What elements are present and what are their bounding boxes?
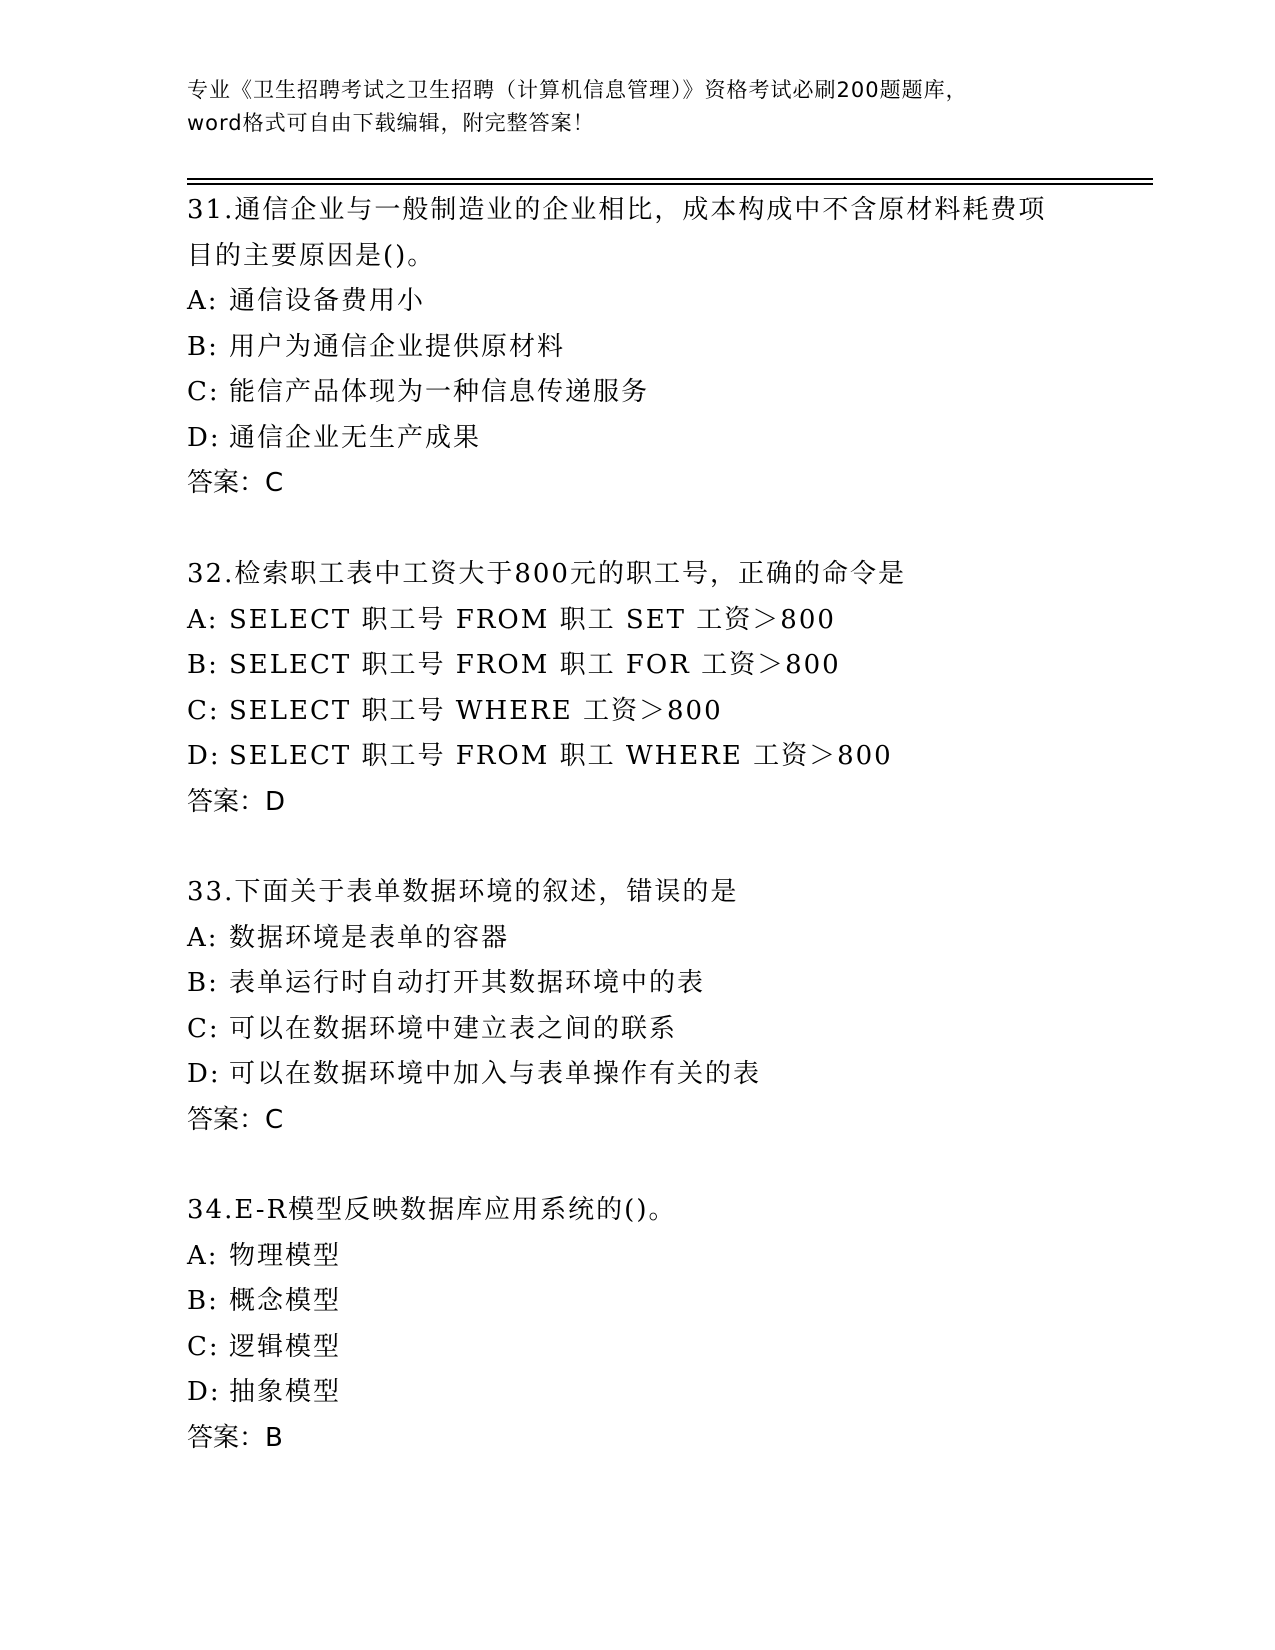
option-text: 通信设备费用小	[229, 286, 426, 316]
option-letter: A:	[187, 604, 219, 635]
option-c	[187, 1325, 1107, 1371]
option-letter: C:	[187, 695, 220, 726]
option-text: 抽象模型	[229, 1377, 342, 1407]
header-divider-bottom	[187, 183, 1153, 185]
header-title-line-1: 专业《卫生招聘考试之卫生招聘（计算机信息管理）》资格考试必刷200题题库，	[187, 78, 968, 102]
option-letter: C:	[187, 1331, 220, 1362]
option-a	[187, 598, 1107, 644]
option-a	[187, 279, 1107, 325]
option-d	[187, 1052, 1107, 1098]
option-d	[187, 734, 1107, 780]
option-text: 概念模型	[229, 1286, 342, 1316]
document-header	[187, 74, 1087, 140]
answer-label: 答案：B	[187, 1422, 283, 1453]
option-letter: D:	[187, 422, 221, 453]
answer-label: 答案：C	[187, 468, 284, 498]
option-a	[187, 916, 1107, 962]
option-b	[187, 961, 1107, 1007]
question-stem: 34.E-R模型反映数据库应用系统的()。	[187, 1195, 677, 1225]
option-text: 物理模型	[229, 1240, 342, 1271]
option-text: 数据环境是表单的容器	[229, 922, 510, 953]
option-letter: A:	[187, 922, 219, 953]
question-stem: 33.下面关于表单数据环境的叙述，错误的是	[187, 877, 739, 907]
option-d	[187, 416, 1107, 462]
option-text: 通信企业无生产成果	[229, 422, 482, 453]
option-text: 用户为通信企业提供原材料	[229, 331, 566, 362]
option-letter: D:	[187, 1377, 221, 1407]
question-31	[187, 188, 1107, 507]
option-text: SELECT 职工号 FROM 职工 SET 工资＞800	[229, 604, 836, 635]
option-letter: C:	[187, 1013, 220, 1044]
answer-label: 答案：C	[187, 1104, 284, 1135]
option-letter: D:	[187, 1059, 221, 1089]
option-text: 逻辑模型	[229, 1331, 342, 1362]
option-letter: B:	[187, 1286, 219, 1316]
header-divider-top	[187, 178, 1153, 180]
option-letter: B:	[187, 968, 219, 998]
option-text: 可以在数据环境中加入与表单操作有关的表	[229, 1059, 762, 1089]
option-b	[187, 325, 1107, 371]
option-text: SELECT 职工号 FROM 职工 WHERE 工资＞800	[229, 741, 893, 771]
option-text: 能信产品体现为一种信息传递服务	[229, 377, 650, 407]
option-d	[187, 1370, 1107, 1416]
option-c	[187, 1007, 1107, 1053]
option-letter: A:	[187, 1240, 219, 1271]
option-letter: A:	[187, 286, 219, 316]
answer-label: 答案：D	[187, 786, 286, 817]
option-letter: D:	[187, 741, 221, 771]
option-text: SELECT 职工号 FROM 职工 FOR 工资＞800	[229, 650, 841, 680]
question-stem: 32.检索职工表中工资大于800元的职工号，正确的命令是	[187, 559, 906, 589]
question-stem: 31.通信企业与一般制造业的企业相比，成本构成中不含原材料耗费项	[187, 195, 1047, 225]
question-34	[187, 1188, 1107, 1461]
option-c	[187, 370, 1107, 416]
option-text: 表单运行时自动打开其数据环境中的表	[229, 968, 706, 998]
option-text: SELECT 职工号 WHERE 工资＞800	[229, 695, 723, 726]
option-letter: B:	[187, 331, 219, 362]
question-33	[187, 870, 1107, 1143]
option-c	[187, 689, 1107, 735]
option-letter: C:	[187, 377, 220, 407]
option-text: 可以在数据环境中建立表之间的联系	[229, 1013, 678, 1044]
question-stem-continued: 目的主要原因是()。	[187, 240, 436, 271]
option-a	[187, 1234, 1107, 1280]
option-letter: B:	[187, 650, 219, 680]
header-title-line-2: word格式可自由下载编辑，附完整答案！	[187, 111, 595, 135]
option-b	[187, 643, 1107, 689]
question-32	[187, 552, 1107, 825]
option-b	[187, 1279, 1107, 1325]
